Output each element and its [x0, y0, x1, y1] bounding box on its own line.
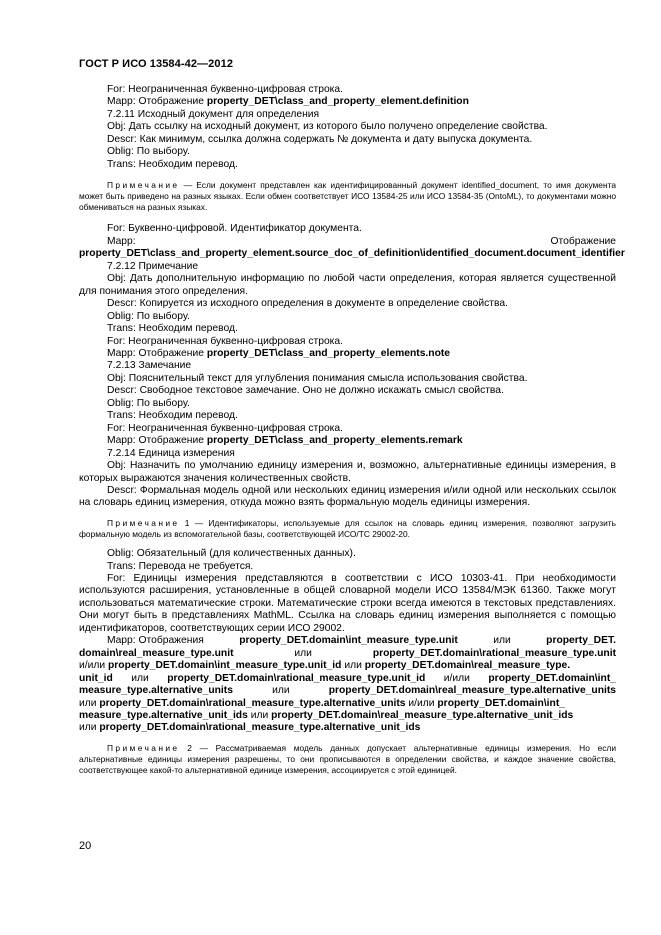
section-7-2-13-heading: 7.2.13 Замечание: [107, 360, 192, 372]
obj-line: Obj: Дать ссылку на исходный документ, из которого было получено определение свойства.: [107, 121, 548, 133]
note-paragraph: Примечание 2 — Рассматриваемая модель данных допускает альтернативные единицы измерения. Но если альтернативные единицы измерения разрешены, то они прописываются в определении свойства, и каждое значение свойства, соответствующее какой-то альтернативной единице измерения, ассоциируется с этой единицей.: [79, 742, 616, 776]
trans-line: Trans: Перевода не требуется.: [107, 560, 254, 572]
trans-line: Trans: Необходим перевод.: [107, 410, 238, 422]
mapp-line: и/или property_DET.domain\int_measure_type.unit_id или property_DET.domain\real_measure_type.: [79, 660, 571, 672]
oblig-line: Oblig: Обязательный (для количественных данных).: [107, 548, 356, 560]
mapp-line: Mapp: Отображение property_DET\class_and_property_element.source_doc_of_definition\identified_document.document_identifier: [79, 235, 625, 260]
mapp-line: measure_type.alternative_units или property_DET.domain\real_measure_type.alternative_units: [79, 685, 616, 697]
descr-line: Descr: Копируется из исходного определения в документе в определение свойства.: [107, 298, 508, 310]
mapp-line: domain\real_measure_type.unit или property_DET.domain\rational_measure_type.unit: [79, 647, 616, 659]
mapp-line: Mapp: Отображение property_DET\class_and_property_elements.note: [107, 347, 451, 359]
obj-line: Obj: Дать дополнительную информацию по любой части определения, которая является существенной для понимания этого определения.: [79, 273, 616, 297]
section-7-2-11-heading: 7.2.11 Исходный документ для определения: [107, 108, 320, 120]
note-paragraph: Примечание 1 — Идентификаторы, используемые для ссылок на словарь единиц измерения, позволяют загрузить формальную модель из вспомогательной базы, соответствующей ИСО/ТС 29002-20.: [79, 517, 616, 539]
descr-line: Descr: Как минимум, ссылка должна содержать № документа и дату выпуска документа.: [107, 133, 533, 145]
for-line: For: Неограниченная буквенно-цифровая строка.: [107, 335, 343, 347]
for-line: For: Буквенно-цифровой. Идентификатор документа.: [107, 223, 362, 235]
for-line: For: Неограниченная буквенно-цифровая строка.: [107, 84, 343, 95]
obj-line: Obj: Пояснительный текст для углубления понимания смысла использования свойства.: [107, 372, 528, 384]
mapp-line: measure_type.alternative_unit_ids или property_DET.domain\real_measure_type.alternative_unit_ids: [79, 709, 574, 721]
mapp-line: Mapp: Отображение property_DET\class_and_property_elements.remark: [107, 435, 463, 447]
page-header-standard-id: ГОСТ Р ИСО 13584-42—2012: [79, 58, 234, 70]
descr-line: Descr: Формальная модель одной или нескольких единиц измерения и/или одной или нескольких ссылок на словарь единиц измерения, откуда можно взять формальную модель единицы измерения.: [79, 484, 616, 509]
mapp-line: или property_DET.domain\rational_measure_type.alternative_units и/или property_DET.domain\int_: [79, 697, 565, 709]
trans-line: Trans: Необходим перевод.: [107, 158, 238, 170]
note-paragraph: Примечание — Если документ представлен как идентифицированный документ identified_document, то имя документа может быть приведено на разных языках. Если обмен соответствует ИСО 13584-25 или ИСО 13584-35 (OntoML), то документами можно обмениваться на разных языках.: [79, 180, 616, 213]
descr-line: Descr: Свободное текстовое замечание. Оно не должно искажать смысл свойства.: [107, 385, 504, 397]
oblig-line: Oblig: По выбору.: [107, 146, 190, 158]
for-line: For: Неограниченная буквенно-цифровая строка.: [107, 422, 343, 434]
oblig-line: Oblig: По выбору.: [107, 397, 190, 409]
mapp-line: или property_DET.domain\rational_measure_type.alternative_unit_ids: [79, 722, 421, 734]
section-7-2-14-heading: 7.2.14 Единица измерения: [107, 447, 235, 459]
oblig-line: Oblig: По выбору.: [107, 310, 190, 322]
mapp-line: Mapp: Отображение property_DET\class_and_property_element.definition: [107, 96, 469, 108]
mapp-line: unit_id или property_DET.domain\rational_measure_type.unit_id и/или property_DET.domain\int_: [79, 672, 616, 684]
document-body: [79, 84, 625, 776]
page-number: 20: [79, 840, 92, 852]
trans-line: Trans: Необходим перевод.: [107, 323, 238, 335]
section-7-2-12-heading: 7.2.12 Примечание: [107, 260, 199, 272]
mapp-line: Mapp: Отображения property_DET.domain\int_measure_type.unit или property_DET.: [107, 635, 616, 647]
for-line: For: Единицы измерения представляются в соответствии с ИСО 10303-41. При необходимости используются расширения, установленные в общей словарной модели ИСО 13584/МЭК 61360. Также могут использоваться математические строки. Математические строки всегда имеются в текстовых представлениях. Они могут быть в представлениях MathML. Ссылка на словарь единиц измерения выполняется с помощью идентификаторов, соответствующих серии ИСО 29002.: [79, 572, 616, 634]
obj-line: Obj: Назначить по умолчанию единицу измерения и, возможно, альтернативные единицы измерения, в которых выражаются значения количественных свойств.: [79, 460, 616, 484]
